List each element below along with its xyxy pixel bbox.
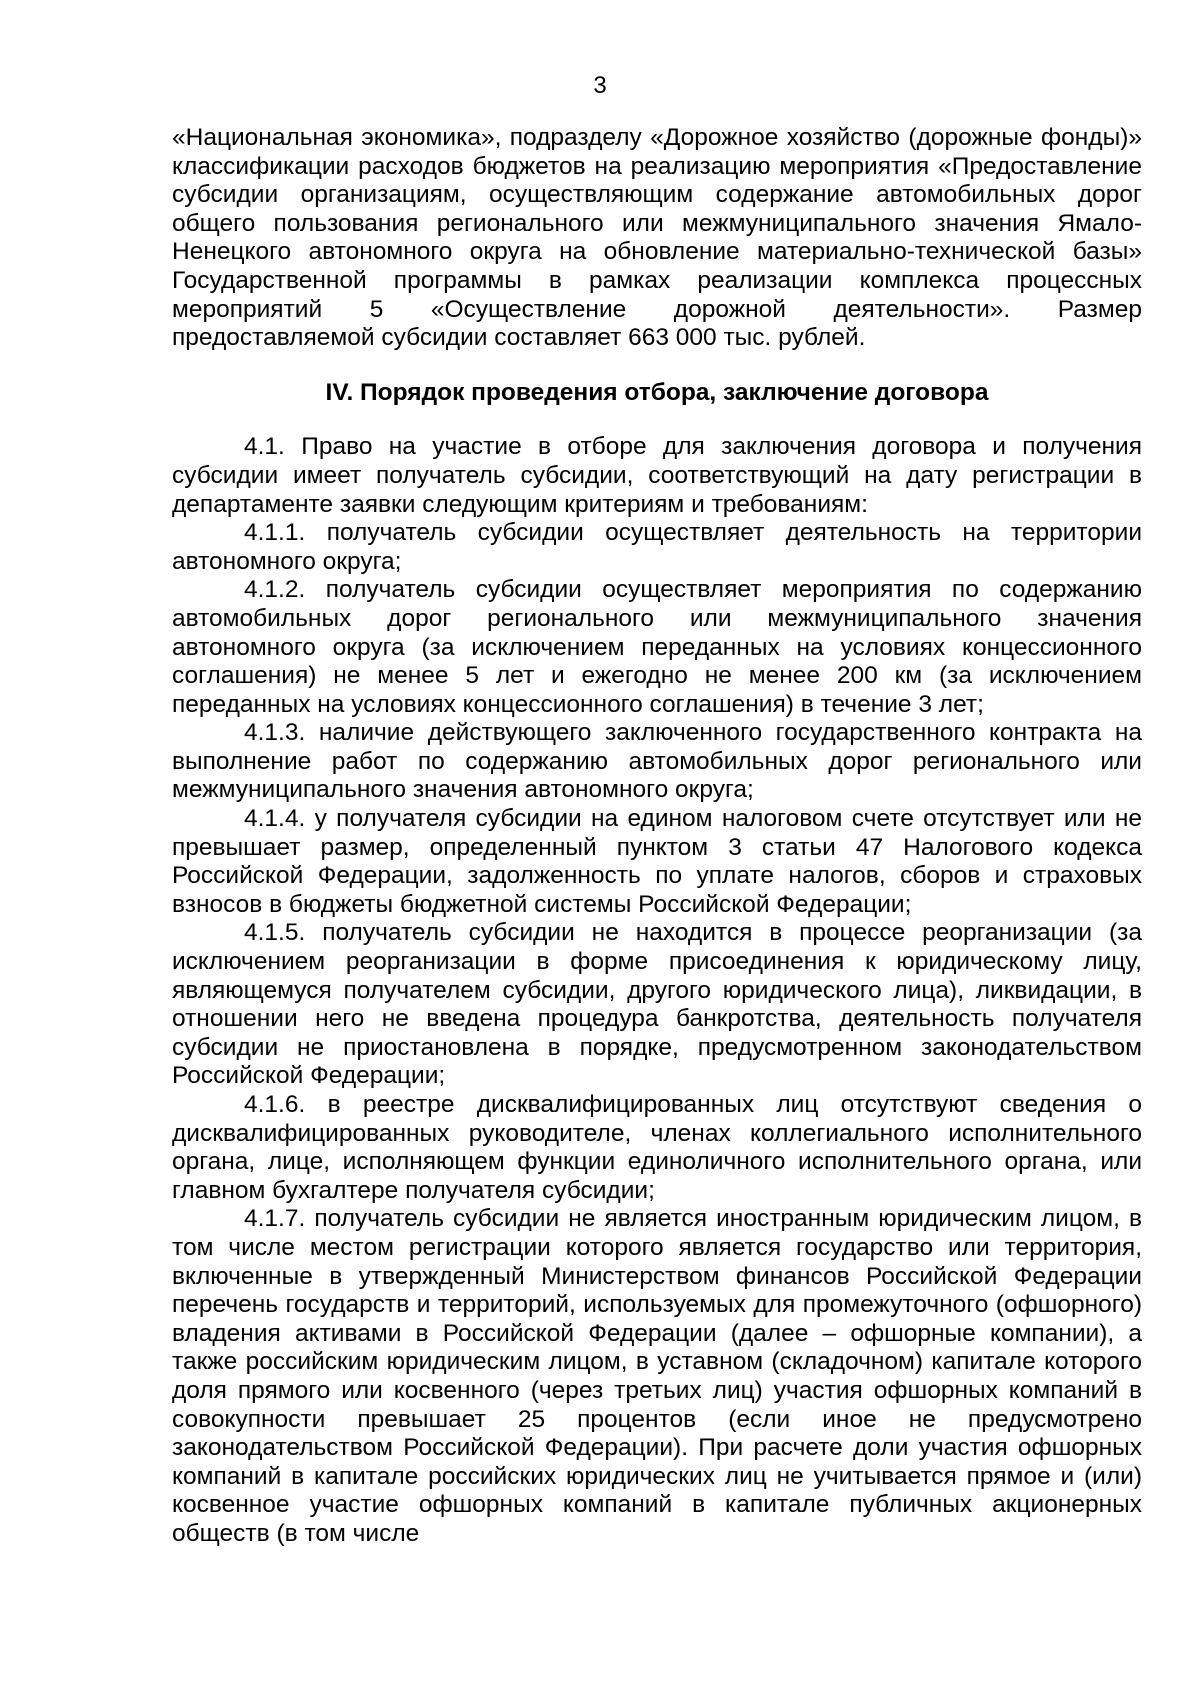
clause-4-1-4 <box>172 805 1142 919</box>
clause-4-1-1 <box>172 519 1142 576</box>
clause-number: 4.1.6. <box>244 1091 306 1118</box>
clause-number: 4.1.4. <box>244 805 306 833</box>
page-number: 3 <box>593 72 607 99</box>
clause-4-1-5 <box>172 919 1142 1091</box>
clause-text: получатель субсидии не находится в процессе реорганизации (за исключением реорганизации в форме присоединения к юридическому лицу, являющемуся получателем субсидии, другого юридического лица), ликвидации, в отношении него не введена процедура банкротства, деятельность получателя субсидии не приостановлена в порядке, предусмотренном законодательством Российской Федерации; <box>172 919 1142 1090</box>
clause-text: получатель субсидии не является иностранным юридическим лицом, в том числе местом регистрации которого является государство или территория, включенные в утвержденный Министерством финансов Российской Федерации перечень государств и территорий, используемых для промежуточного (офшорного) владения активами в Российской Федерации (далее – офшорные компании), а также российским юридическим лицом, в уставном (складочном) капитале которого доля прямого или косвенного (через третьих лиц) участия офшорных компаний в совокупности превышает 25 процентов (если иное не предусмотрено законодательством Российской Федерации). При расчете доли участия офшорных компаний в капитале российских юридических лиц не учитывается прямое и (или) косвенное участие офшорных компаний в капитале публичных акционерных обществ (в том числе <box>172 1205 1142 1547</box>
clause-number: 4.1.5. <box>244 919 306 947</box>
clause-number: 4.1.3. <box>244 719 306 747</box>
clause-text: получатель субсидии осуществляет деятельность на территории автономного округа; <box>172 519 1142 575</box>
clause-text: получатель субсидии осуществляет мероприятия по содержанию автомобильных дорог регионального или межмуниципального значения автономного округа (за исключением переданных на условиях концессионного соглашения) не менее 5 лет и ежегодно не менее 200 км (за исключением переданных на условиях концессионного соглашения) в течение 3 лет; <box>172 576 1142 718</box>
clause-4-1-3 <box>172 719 1142 805</box>
clause-4-1-6 <box>172 1091 1142 1205</box>
section-heading: IV. Порядок проведения отбора, заключение договора <box>325 378 989 406</box>
clause-text: у получателя субсидии на едином налоговом счете отсутствует или не превышает размер, определенный пунктом 3 статьи 47 Налогового кодекса Российской Федерации, задолженность по уплате налогов, сборов и страховых взносов в бюджеты бюджетной системы Российской Федерации; <box>172 805 1142 918</box>
clause-number: 4.1.7. <box>244 1205 306 1233</box>
clause-4-1-7 <box>172 1205 1142 1548</box>
intro-paragraph: «Национальная экономика», подразделу «Дорожное хозяйство (дорожные фонды)» классификации расходов бюджетов на реализацию мероприятия «Предоставление субсидии организациям, осуществляющим содержание автомобильных дорог общего пользования регионального или межмуниципального значения Ямало-Ненецкого автономного округа на обновление материально-технической базы» Государственной программы в рамках реализации комплекса процессных мероприятий 5 «Осуществление дорожной деятельности». Размер предоставляемой субсидии составляет 663 000 тыс. рублей. <box>172 124 1142 352</box>
clause-text: наличие действующего заключенного государственного контракта на выполнение работ по содержанию автомобильных дорог регионального или межмуниципального значения автономного округа; <box>172 719 1142 804</box>
clause-4-1-2 <box>172 576 1142 719</box>
clause-text: Право на участие в отборе для заключения договора и получения субсидии имеет получатель субсидии, соответствующий на дату регистрации в департаменте заявки следующим критериям и требованиям: <box>172 433 1142 518</box>
clause-4-1 <box>172 433 1142 519</box>
clause-text: в реестре дисквалифицированных лиц отсутствуют сведения о дисквалифицированных руководителе, членах коллегиального исполнительного органа, лице, исполняющем функции единоличного исполнительного органа, или главном бухгалтере получателя субсидии; <box>172 1091 1142 1204</box>
clause-number: 4.1.1. <box>244 519 306 547</box>
document-body <box>172 124 1142 1549</box>
clause-number: 4.1.2. <box>244 576 306 604</box>
clause-number: 4.1. <box>244 433 285 461</box>
